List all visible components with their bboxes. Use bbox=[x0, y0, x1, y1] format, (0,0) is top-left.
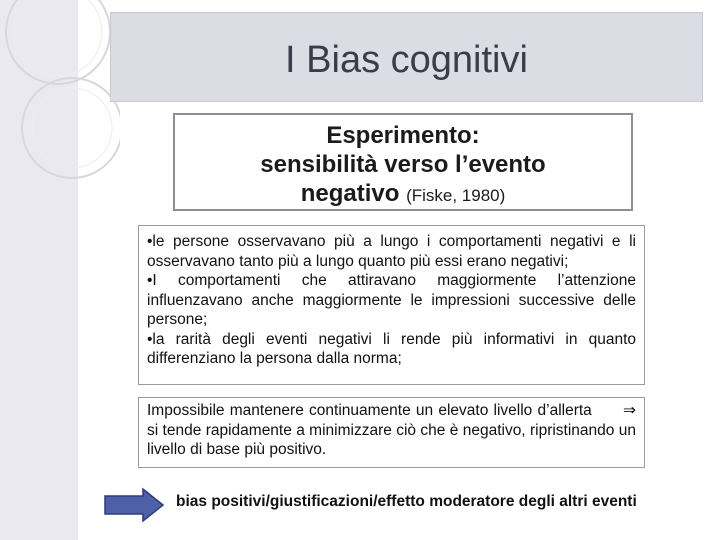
slide-title: I Bias cognitivi bbox=[285, 38, 528, 81]
experiment-subject-end bbox=[175, 179, 631, 210]
experiment-heading: Esperimento: bbox=[326, 122, 480, 149]
conclusion-box bbox=[138, 397, 645, 468]
bullet-observation: •le persone osservavano più a lungo i comportamenti negativi e li osservavano tanto più a lungo quanto più essi erano negativi; bbox=[147, 233, 636, 270]
findings-box bbox=[138, 225, 645, 385]
implies-arrow-icon: ⇒ bbox=[623, 402, 637, 419]
decorative-circles bbox=[0, 0, 120, 200]
conclusion-text bbox=[147, 401, 636, 460]
title-bar bbox=[110, 12, 703, 102]
conclusion-part1: Impossibile mantenere continuamente un elevato livello d’allerta bbox=[147, 402, 592, 419]
footer-text: bias positivi/giustificazioni/effetto moderatore degli altri eventi bbox=[176, 493, 637, 510]
experiment-box bbox=[173, 113, 633, 211]
conclusion-part2: si tende rapidamente a minimizzare ciò che è negativo, ripristinando un livello di base più positivo. bbox=[147, 421, 636, 458]
right-arrow-icon bbox=[103, 487, 167, 523]
citation: (Fiske, 1980) bbox=[406, 186, 506, 205]
experiment-subject: sensibilità verso l’evento bbox=[260, 151, 546, 178]
bullet-rarity: •la rarità degli eventi negativi li rende più informativi in quanto differenziano la persona dalla norma; bbox=[147, 330, 636, 367]
experiment-negativo: negativo bbox=[300, 180, 400, 207]
bullet-attention: •I comportamenti che attiravano maggiormente l’attenzione influenzavano anche maggiormente le impressioni successive delle persone; bbox=[147, 272, 636, 328]
